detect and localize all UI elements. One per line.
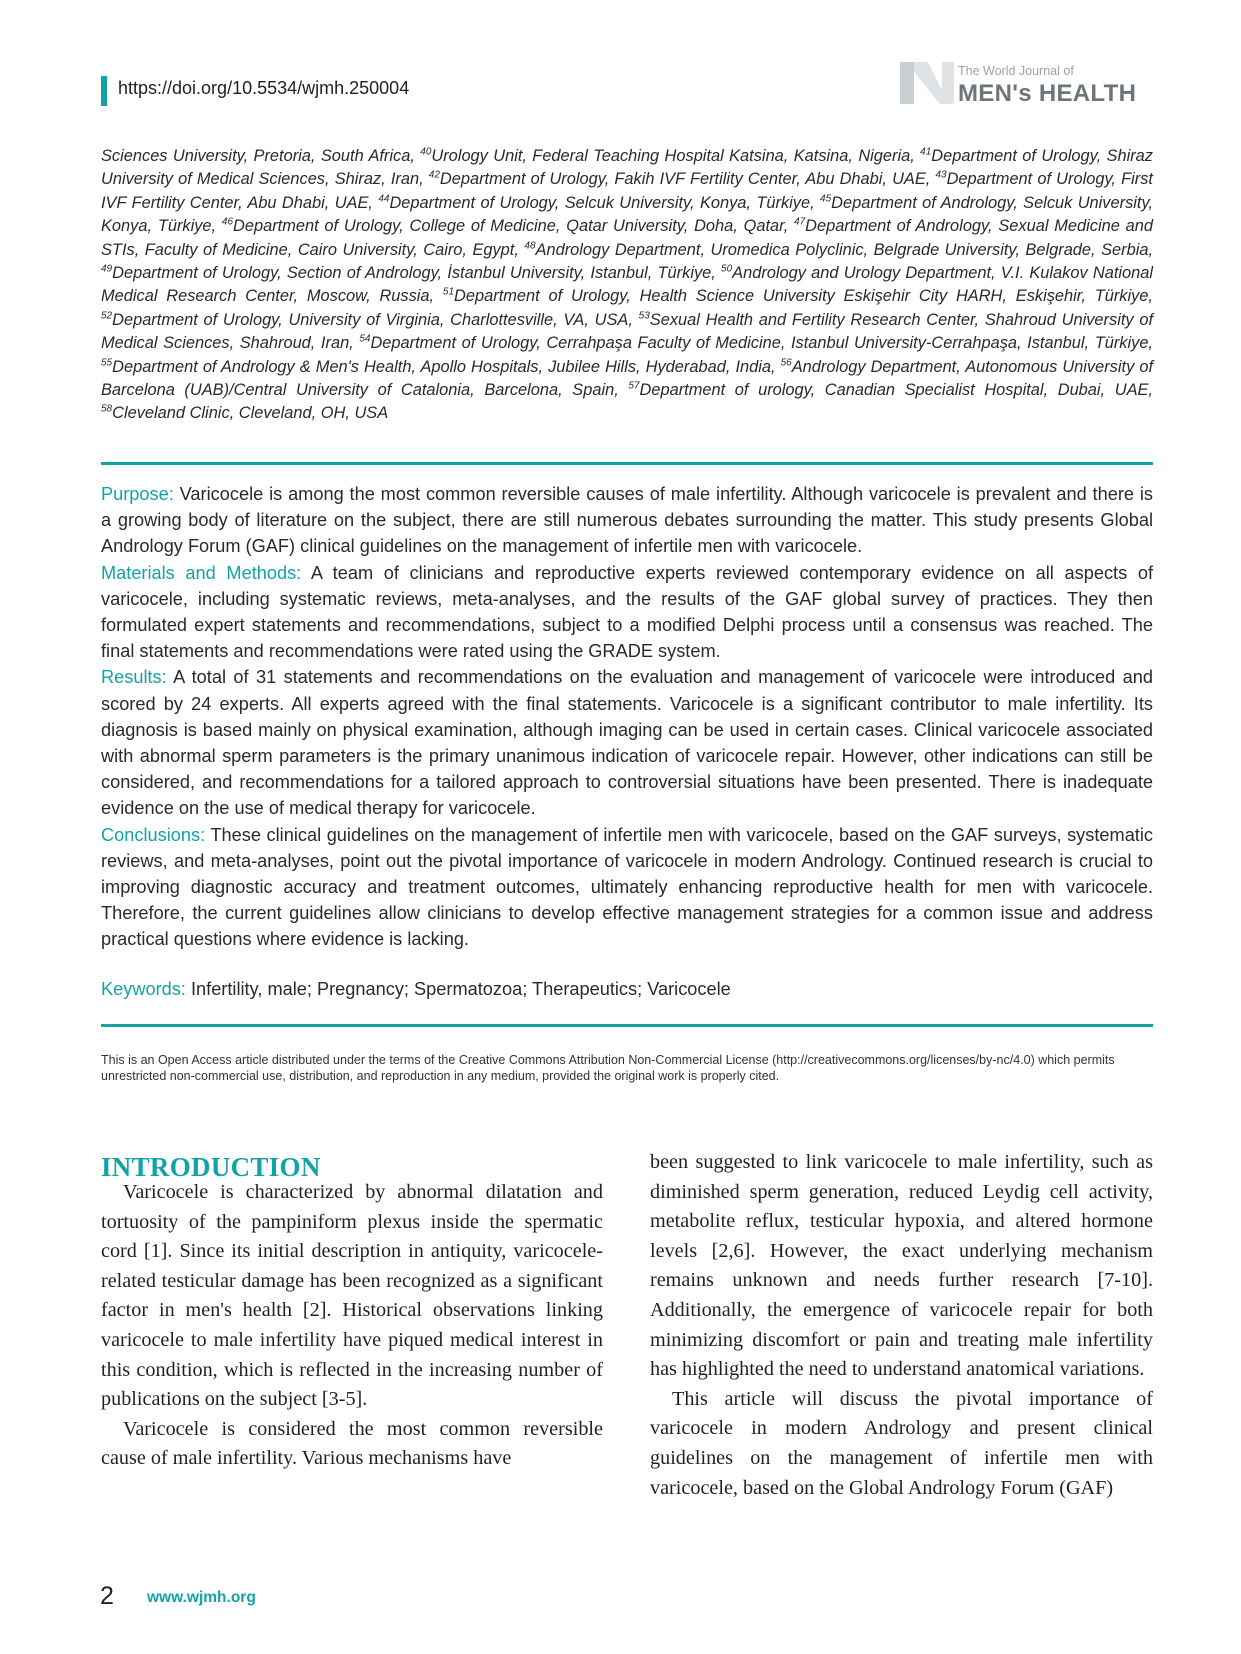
affiliation: $^{58}$Cleveland Clinic, Cleveland, OH, USA xyxy=(101,404,389,423)
affiliation: Sciences University, Pretoria, South Africa, xyxy=(101,147,421,165)
affiliation: $^{47}$Department of Andrology, Sexual Medicine and STIs, Faculty of Medicine, Cairo University, Cairo, Egypt, xyxy=(101,216,1153,259)
affiliation: $^{57}$Department of urology, Canadian Specialist Hospital, Dubai, UAE, xyxy=(628,380,1153,400)
affiliations xyxy=(101,145,1153,426)
abstract-conclusions: Conclusions: These clinical guidelines on the management of infertile men with varicocele, based on the GAF surveys, systematic reviews, and meta-analyses, point out the pivotal importance of varicocele in modern Andrology. Continued research is crucial to improving diagnostic accuracy and treatment outcomes, ultimately enhancing reproductive health for men with varicocele. Therefore, the current guidelines allow clinicians to develop effective management strategies for a common issue and address practical questions where evidence is lacking. xyxy=(101,824,1153,950)
doi-accent-bar xyxy=(101,76,107,106)
logo-subtitle: The World Journal of xyxy=(958,64,1074,78)
section-heading: INTRODUCTION xyxy=(101,1152,321,1182)
abstract-results: Results: A total of 31 statements and recommendations on the evaluation and management of varicocele were introduced and scored by 24 experts. All experts agreed with the final statements. Varicocele is a significant contributor to male infertility. Its diagnosis is based mainly on physical examination, although imaging can be used in certain cases. Clinical varicocele associated with abnormal sperm parameters is the primary unanimous indication of varicocele repair. However, other indications can still be considered, and recommendations for a tailored approach to controversial situations have been presented. There is inadequate evidence on the use of medical therapy for varicocele. xyxy=(101,667,1153,819)
affiliation: $^{45}$Department of Andrology, Selcuk University, Konya, Türkiye, xyxy=(101,193,1153,236)
doi-link[interactable]: https://doi.org/10.5534/wjmh.250004 xyxy=(118,78,410,98)
journal-logo-mark-icon xyxy=(898,58,954,108)
body-column-right xyxy=(650,1148,1153,1503)
license-notice: This is an Open Access article distributed under the terms of the Creative Commons Attribution Non-Commercial License (http://creativecommons.org/licenses/by-nc/4.0) which permits unrestricted non-commercial use, distribution, and reproduction in any medium, provided the original work is properly cited. xyxy=(101,1053,1115,1083)
affiliation: $^{48}$Andrology Department, Uromedica Polyclinic, Belgrade University, Belgrade, Serbia, xyxy=(524,240,1154,259)
affiliation: $^{55}$Department of Andrology & Men's Health, Apollo Hospitals, Jubilee Hills, Hyderabad, India, xyxy=(101,357,781,376)
affiliation: $^{53}$Sexual Health and Fertility Research Center, Shahroud University of Medical Sciences, Shahroud, Iran, xyxy=(101,310,1153,353)
journal-website-link[interactable]: www.wjmh.org xyxy=(147,1589,256,1606)
affiliation: $^{44}$Department of Urology, Selcuk University, Konya, Türkiye, xyxy=(378,193,821,212)
affiliation: $^{56}$Andrology Department, Autonomous University of Barcelona (UAB)/Central University of Catalonia, Barcelona, Spain, xyxy=(101,357,1153,400)
results-label: Results: xyxy=(101,667,167,688)
affiliation: $^{41}$Department of Urology, Shiraz University of Medical Sciences, Shiraz, Iran, xyxy=(101,146,1153,189)
keywords: Keywords: Infertility, male; Pregnancy; Spermatozoa; Therapeutics; Varicocele xyxy=(101,979,731,999)
affiliation: $^{42}$Department of Urology, Fakih IVF Fertility Center, Abu Dhabi, UAE, xyxy=(428,169,936,189)
journal-logo xyxy=(898,58,1148,114)
page-number: 2 xyxy=(100,1582,114,1610)
abstract xyxy=(101,481,1153,953)
abstract-methods: Materials and Methods: A team of clinicians and reproductive experts reviewed contemporary evidence on all aspects of varicocele, including systematic reviews, meta-analyses, and the results of the GAF global survey of practices. They then formulated expert statements and recommendations, subject to a modified Delphi process until a consensus was reached. The final statements and recommendations were rated using the GRADE system. xyxy=(101,562,1154,662)
affiliation: $^{40}$Urology Unit, Federal Teaching Hospital Katsina, Katsina, Nigeria, xyxy=(420,146,921,165)
keywords-label: Keywords: xyxy=(101,979,186,999)
conclusions-label: Conclusions: xyxy=(101,824,206,845)
affiliation: $^{52}$Department of Urology, University of Virginia, Charlottesville, VA, USA, xyxy=(101,310,639,329)
body-paragraph: Varicocele is characterized by abnormal dilatation and tortuosity of the pampiniform plexus inside the spermatic cord [1]. Since its initial description in antiquity, varicocele-related testicular damage has been recognized as a significant factor in men's health [2]. Historical observations linking varicocele to male infertility have piqued medical interest in this condition, which is reflected in the increasing number of publications on the subject [3-5]. xyxy=(101,1181,603,1411)
affiliation: $^{49}$Department of Urology, Section of Andrology, İstanbul University, Istanbul, Türkiye, xyxy=(101,263,722,283)
affiliation: $^{46}$Department of Urology, College of Medicine, Qatar University, Doha, Qatar, xyxy=(221,216,795,236)
affiliation: $^{50}$Andrology and Urology Department, V.I. Kulakov National Medical Research Center, Moscow, Russia, xyxy=(101,263,1154,306)
affiliation: $^{43}$Department of Urology, First IVF Fertility Center, Abu Dhabi, UAE, xyxy=(101,169,1153,212)
affiliation: $^{54}$Department of Urology, Cerrahpaşa Faculty of Medicine, Istanbul University-Cerrahpaşa, Istanbul, Türkiye, xyxy=(359,333,1153,353)
purpose-label: Purpose: xyxy=(101,484,174,504)
body-paragraph: been suggested to link varicocele to male infertility, such as diminished sperm generation, reduced Leydig cell activity, metabolite reflux, testicular hypoxia, and altered hormone levels [2,6]. However, the exact underlying mechanism remains unknown and needs further research [7-10]. Additionally, the emergence of varicocele repair for both minimizing discomfort or pain and treating male infertility has highlighted the need to understand anatomical variations. xyxy=(650,1151,1153,1381)
abstract-bottom-rule xyxy=(101,1024,1153,1027)
affiliation: $^{51}$Department of Urology, Health Science University Eskişehir City HARH, Eskişehir, Türkiye, xyxy=(442,286,1153,306)
methods-label: Materials and Methods: xyxy=(101,562,302,583)
abstract-purpose: Purpose: Varicocele is among the most common reversible causes of male infertility. Although varicocele is prevalent and there is a growing body of literature on the subject, there are still numerous debates surrounding the matter. This study presents Global Andrology Forum (GAF) clinical guidelines on the management of infertile men with varicocele. xyxy=(101,484,1153,557)
body-paragraph: This article will discuss the pivotal importance of varicocele in modern Andrology and present clinical guidelines on the management of infertile men with varicocele, based on the Global Andrology Forum (GAF) xyxy=(650,1387,1153,1499)
logo-title: MEN's HEALTH xyxy=(958,80,1137,107)
body-column-left xyxy=(101,1178,603,1474)
body-paragraph: Varicocele is considered the most common reversible cause of male infertility. Various mechanisms have xyxy=(101,1417,603,1470)
abstract-top-rule xyxy=(101,462,1153,465)
